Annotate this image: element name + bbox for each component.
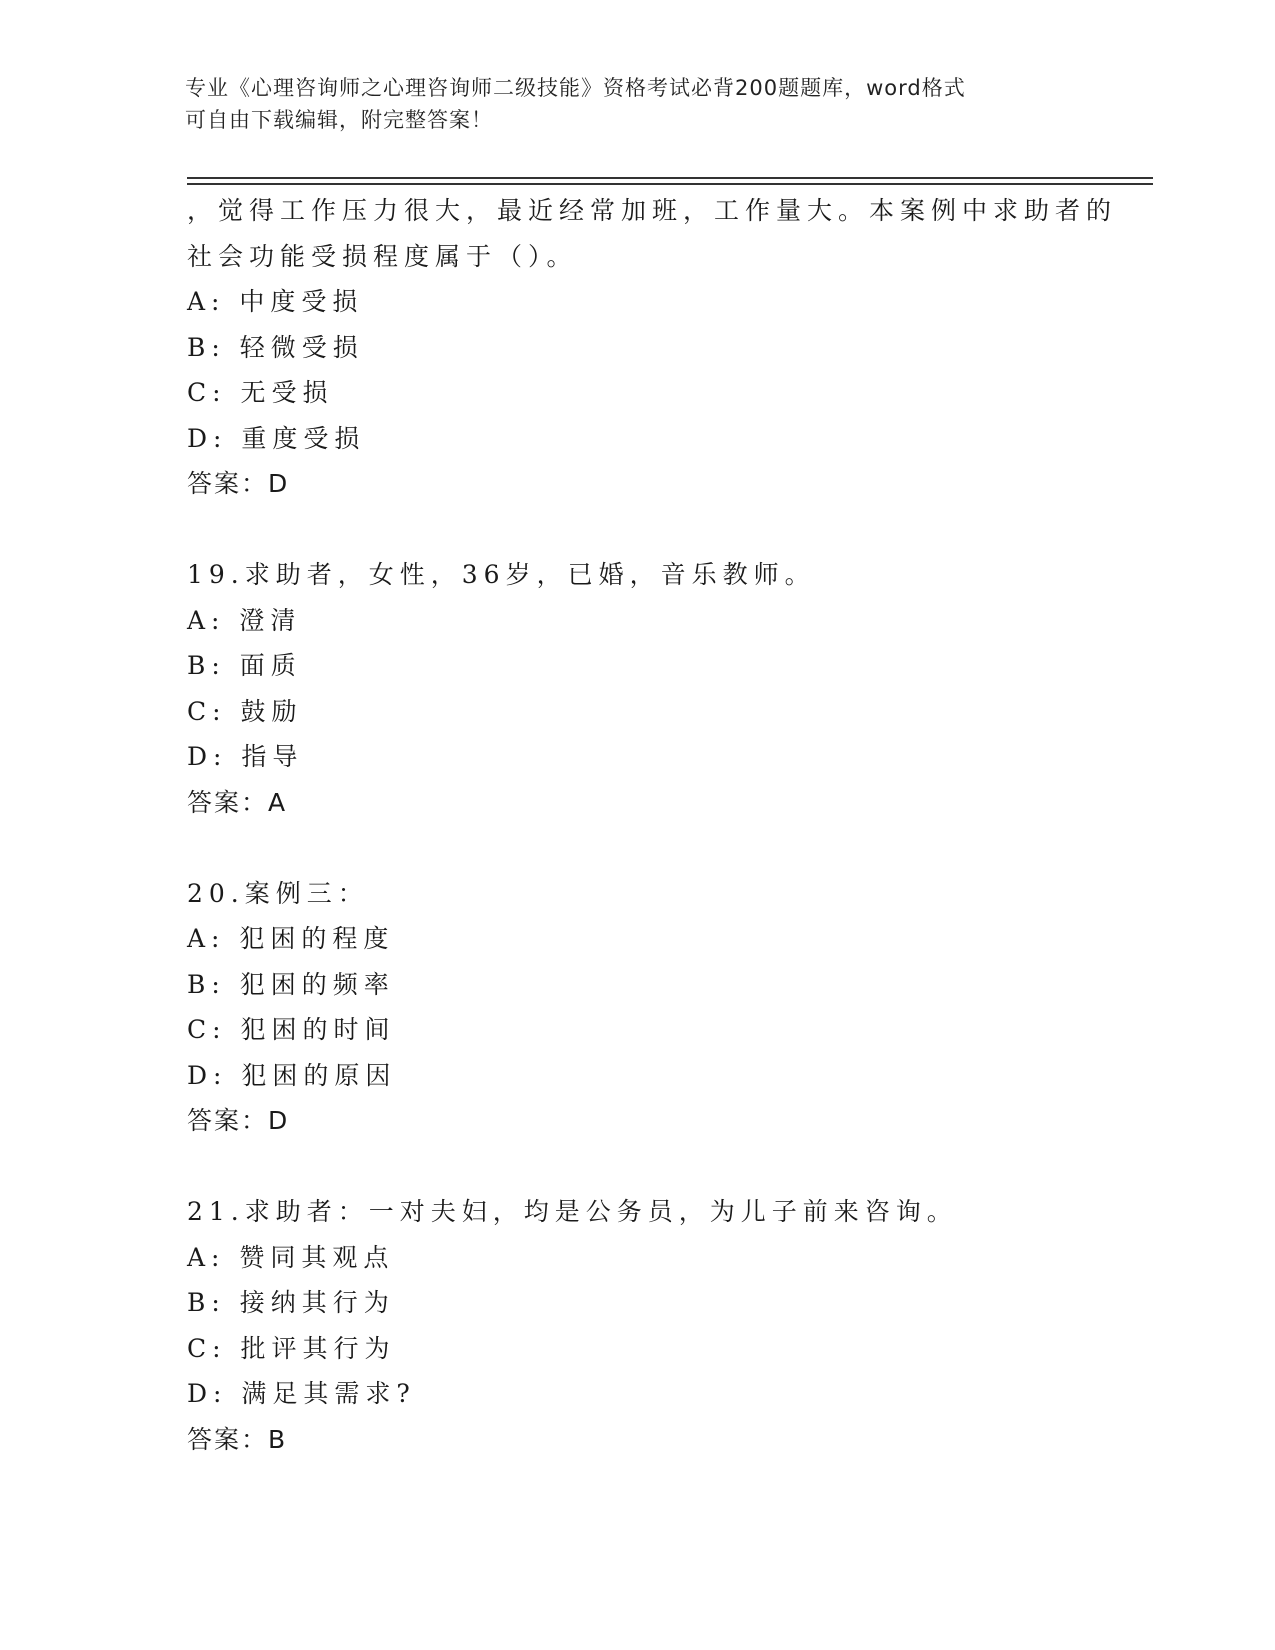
option-c: C: 犯困的时间 xyxy=(187,1015,396,1044)
option-d: D: 重度受损 xyxy=(187,423,366,453)
question-list xyxy=(187,188,1118,1462)
document-header xyxy=(185,72,1065,136)
question-stem: 20.案例三： xyxy=(187,878,369,908)
header-line-2: 可自由下载编辑，附完整答案！ xyxy=(185,108,493,132)
option-b: B: 面质 xyxy=(187,651,302,680)
option-c: C: 批评其行为 xyxy=(187,1333,396,1363)
header-divider-bottom xyxy=(187,183,1153,185)
question-block xyxy=(187,1189,1087,1462)
option-b: B: 犯困的频率 xyxy=(187,969,395,999)
option-a: A: 犯困的程度 xyxy=(187,924,395,953)
answer-line: 答案：A xyxy=(187,787,288,817)
option-a: A: 中度受损 xyxy=(187,287,364,316)
option-d: D: 满足其需求? xyxy=(187,1379,416,1408)
question-block xyxy=(187,871,1087,1144)
answer-line: 答案：D xyxy=(187,1106,290,1135)
option-c: C: 无受损 xyxy=(187,378,334,407)
question-stem: ，觉得工作压力很大，最近经常加班，工作量大。本案例中求助者的 xyxy=(187,196,1118,225)
answer-line: 答案：D xyxy=(187,469,290,498)
question-block xyxy=(187,188,1118,507)
header-line-1: 专业《心理咨询师之心理咨询师二级技能》资格考试必背200题题库，word格式 xyxy=(185,76,966,100)
option-a: A: 赞同其观点 xyxy=(187,1242,395,1272)
question-stem: 19.求助者，女性，36岁，已婚，音乐教师。 xyxy=(187,560,816,589)
option-a: A: 澄清 xyxy=(187,605,302,635)
answer-line: 答案：B xyxy=(187,1424,288,1454)
option-c: C: 鼓励 xyxy=(187,696,303,726)
question-stem: 21.求助者：一对夫妇，均是公务员，为儿子前来咨询。 xyxy=(187,1197,958,1226)
option-b: B: 轻微受损 xyxy=(187,332,364,362)
option-d: D: 指导 xyxy=(187,742,304,771)
question-block xyxy=(187,552,1087,825)
option-d: D: 犯困的原因 xyxy=(187,1060,397,1090)
option-b: B: 接纳其行为 xyxy=(187,1288,395,1317)
question-stem: 社会功能受损程度属于（）。 xyxy=(187,241,578,271)
header-divider-top xyxy=(187,177,1153,179)
